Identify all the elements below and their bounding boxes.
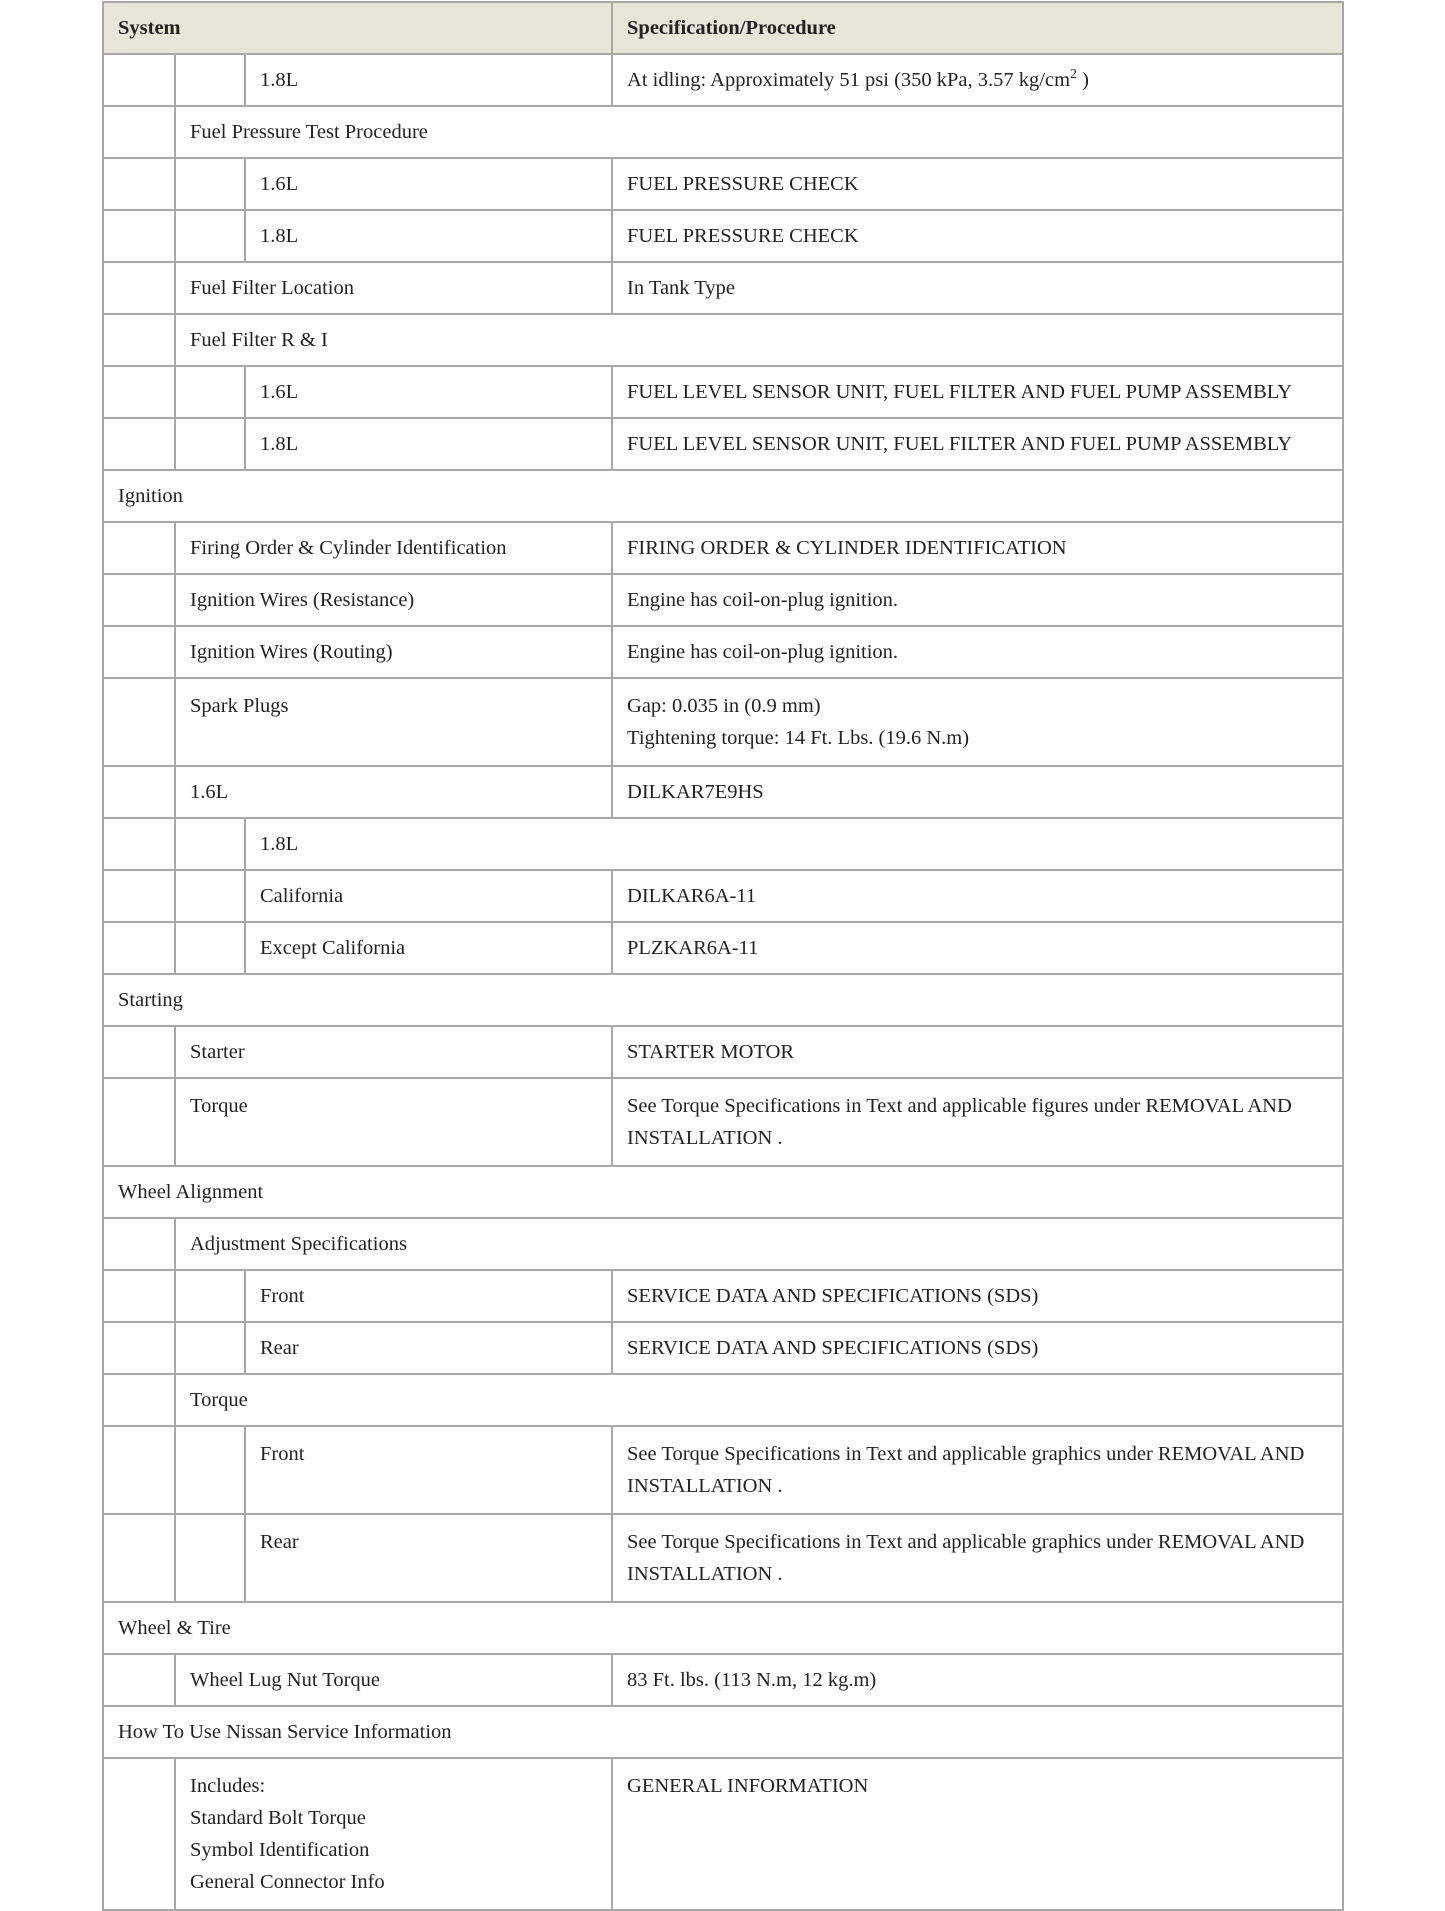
table-row <box>103 1322 1343 1374</box>
indent-cell <box>175 158 245 210</box>
row-value: In Tank Type <box>612 262 1343 314</box>
row-value-line: INSTALLATION . <box>627 1563 783 1585</box>
row-value: FUEL LEVEL SENSOR UNIT, FUEL FILTER AND FUEL PUMP ASSEMBLY <box>612 366 1343 418</box>
indent-cell <box>103 106 175 158</box>
row-label: Fuel Filter R & I <box>175 314 1343 366</box>
row-value <box>612 54 1343 106</box>
row-label-line: Includes: <box>190 1775 266 1797</box>
specification-table <box>102 1 1344 1911</box>
row-label: Wheel Lug Nut Torque <box>175 1654 612 1706</box>
row-value: Engine has coil-on-plug ignition. <box>612 626 1343 678</box>
row-label: Ignition Wires (Routing) <box>175 626 612 678</box>
table-row <box>103 314 1343 366</box>
indent-cell <box>103 1758 175 1910</box>
row-value <box>612 1078 1343 1166</box>
table-row <box>103 1654 1343 1706</box>
indent-cell <box>103 1514 175 1602</box>
table-row <box>103 106 1343 158</box>
table-row <box>103 1758 1343 1910</box>
row-value-line: Tightening torque: 14 Ft. Lbs. (19.6 N.m) <box>627 727 970 749</box>
indent-cell <box>103 574 175 626</box>
row-value: FUEL PRESSURE CHECK <box>612 158 1343 210</box>
indent-cell <box>175 210 245 262</box>
table-row <box>103 974 1343 1026</box>
header-spec: Specification/Procedure <box>612 2 1343 54</box>
indent-cell <box>103 366 175 418</box>
row-value: STARTER MOTOR <box>612 1026 1343 1078</box>
row-value: Engine has coil-on-plug ignition. <box>612 574 1343 626</box>
table-row <box>103 1270 1343 1322</box>
indent-cell <box>103 522 175 574</box>
row-label: 1.8L <box>245 210 612 262</box>
table-row <box>103 522 1343 574</box>
row-value: DILKAR6A-11 <box>612 870 1343 922</box>
table-row <box>103 262 1343 314</box>
row-label: Starting <box>103 974 1343 1026</box>
indent-cell <box>175 366 245 418</box>
row-label: Wheel Alignment <box>103 1166 1343 1218</box>
row-value: 83 Ft. lbs. (113 N.m, 12 kg.m) <box>612 1654 1343 1706</box>
indent-cell <box>103 818 175 870</box>
row-label: 1.8L <box>245 418 612 470</box>
indent-cell <box>103 54 175 106</box>
indent-cell <box>103 1078 175 1166</box>
indent-cell <box>103 1270 175 1322</box>
indent-cell <box>175 1514 245 1602</box>
row-value <box>612 1426 1343 1514</box>
table-row <box>103 574 1343 626</box>
indent-cell <box>103 626 175 678</box>
indent-cell <box>103 418 175 470</box>
row-value-text-end: ) <box>1077 69 1089 91</box>
row-label: Rear <box>245 1322 612 1374</box>
row-label-line: General Connector Info <box>190 1871 385 1893</box>
row-value <box>612 678 1343 766</box>
indent-cell <box>103 678 175 766</box>
row-value: PLZKAR6A-11 <box>612 922 1343 974</box>
indent-cell <box>103 922 175 974</box>
indent-cell <box>103 314 175 366</box>
row-value: DILKAR7E9HS <box>612 766 1343 818</box>
row-label: California <box>245 870 612 922</box>
table-row <box>103 418 1343 470</box>
indent-cell <box>103 1026 175 1078</box>
table-row <box>103 1078 1343 1166</box>
table-row <box>103 818 1343 870</box>
table-row <box>103 766 1343 818</box>
indent-cell <box>175 870 245 922</box>
indent-cell <box>175 418 245 470</box>
row-label: Rear <box>245 1514 612 1602</box>
row-label: 1.6L <box>175 766 612 818</box>
table-row <box>103 678 1343 766</box>
table-row <box>103 626 1343 678</box>
row-label: 1.8L <box>245 54 612 106</box>
indent-cell <box>175 1270 245 1322</box>
row-label: Ignition <box>103 470 1343 522</box>
table-row <box>103 366 1343 418</box>
row-value: FUEL PRESSURE CHECK <box>612 210 1343 262</box>
table-row <box>103 1514 1343 1602</box>
row-label: Starter <box>175 1026 612 1078</box>
table-row <box>103 1374 1343 1426</box>
row-value-line: Gap: 0.035 in (0.9 mm) <box>627 695 821 717</box>
row-label: Fuel Pressure Test Procedure <box>175 106 1343 158</box>
table-row <box>103 1602 1343 1654</box>
row-label: 1.6L <box>245 366 612 418</box>
indent-cell <box>103 262 175 314</box>
table-row <box>103 922 1343 974</box>
row-label: Fuel Filter Location <box>175 262 612 314</box>
row-value-line: INSTALLATION . <box>627 1127 783 1149</box>
table-row <box>103 1426 1343 1514</box>
header-system: System <box>103 2 612 54</box>
row-label: 1.6L <box>245 158 612 210</box>
table-header-row <box>103 2 1343 54</box>
row-label: Firing Order & Cylinder Identification <box>175 522 612 574</box>
indent-cell <box>175 1322 245 1374</box>
indent-cell <box>103 158 175 210</box>
table-row <box>103 210 1343 262</box>
indent-cell <box>103 870 175 922</box>
table-row <box>103 1218 1343 1270</box>
indent-cell <box>103 1654 175 1706</box>
indent-cell <box>103 1322 175 1374</box>
row-value-line: See Torque Specifications in Text and applicable figures under REMOVAL AND <box>627 1095 1292 1117</box>
indent-cell <box>175 1426 245 1514</box>
indent-cell <box>175 54 245 106</box>
row-label: Except California <box>245 922 612 974</box>
row-label <box>175 1758 612 1910</box>
table-body <box>103 54 1343 1910</box>
row-label: 1.8L <box>245 818 1343 870</box>
table-row <box>103 1026 1343 1078</box>
table-row <box>103 470 1343 522</box>
indent-cell <box>103 1218 175 1270</box>
indent-cell <box>103 1426 175 1514</box>
table-row <box>103 54 1343 106</box>
row-label: How To Use Nissan Service Information <box>103 1706 1343 1758</box>
indent-cell <box>175 818 245 870</box>
row-label: Spark Plugs <box>175 678 612 766</box>
row-value-line: See Torque Specifications in Text and applicable graphics under REMOVAL AND <box>627 1531 1305 1553</box>
row-label: Torque <box>175 1078 612 1166</box>
row-value-line: See Torque Specifications in Text and applicable graphics under REMOVAL AND <box>627 1443 1305 1465</box>
row-value-superscript: 2 <box>1070 67 1078 83</box>
row-label: Adjustment Specifications <box>175 1218 1343 1270</box>
row-label: Torque <box>175 1374 1343 1426</box>
row-label-line: Symbol Identification <box>190 1839 370 1861</box>
indent-cell <box>175 922 245 974</box>
row-label: Ignition Wires (Resistance) <box>175 574 612 626</box>
table-row <box>103 158 1343 210</box>
row-value: SERVICE DATA AND SPECIFICATIONS (SDS) <box>612 1322 1343 1374</box>
row-label: Front <box>245 1270 612 1322</box>
table-row <box>103 1166 1343 1218</box>
row-value: SERVICE DATA AND SPECIFICATIONS (SDS) <box>612 1270 1343 1322</box>
row-value: FUEL LEVEL SENSOR UNIT, FUEL FILTER AND FUEL PUMP ASSEMBLY <box>612 418 1343 470</box>
row-value: GENERAL INFORMATION <box>612 1758 1343 1910</box>
row-label: Front <box>245 1426 612 1514</box>
row-value-text: At idling: Approximately 51 psi (350 kPa, 3.57 kg/cm <box>627 69 1071 91</box>
indent-cell <box>103 766 175 818</box>
row-value <box>612 1514 1343 1602</box>
row-value-line: INSTALLATION . <box>627 1475 783 1497</box>
indent-cell <box>103 210 175 262</box>
indent-cell <box>103 1374 175 1426</box>
row-label: Wheel & Tire <box>103 1602 1343 1654</box>
table-row <box>103 870 1343 922</box>
row-value: FIRING ORDER & CYLINDER IDENTIFICATION <box>612 522 1343 574</box>
table-row <box>103 1706 1343 1758</box>
row-label-line: Standard Bolt Torque <box>190 1807 366 1829</box>
